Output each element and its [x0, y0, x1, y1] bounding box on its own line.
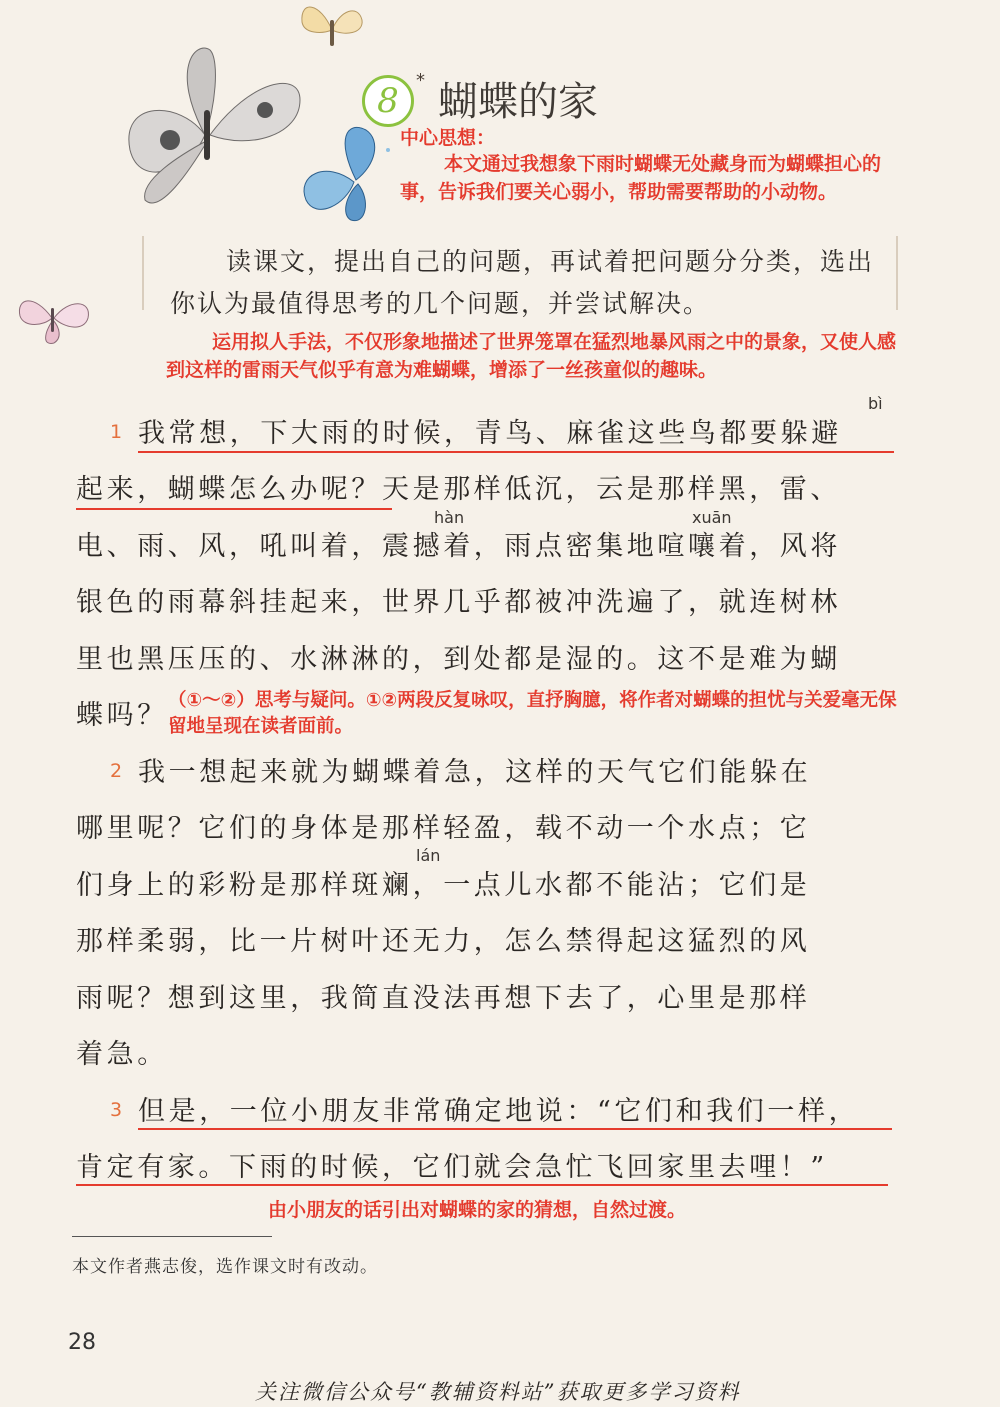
- center-idea-text: 本文通过我想象下雨时蝴蝶无处藏身而为蝴蝶担心的事，告诉我们要关心弱小，帮助需要帮助的小动物。: [400, 153, 882, 203]
- text-line: 哪里呢？它们的身体是那样轻盈，载不动一个水点；它: [76, 813, 811, 844]
- footnote-divider: [72, 1236, 272, 1237]
- pinyin-bi: bì: [868, 394, 883, 413]
- pinyin-xuan: xuān: [692, 508, 732, 527]
- annotation-personification: 运用拟人手法，不仅形象地描述了世界笼罩在猛烈地暴风雨之中的景象，又使人感到这样的雷雨天气似乎有意为难蝴蝶，增添了一丝孩童似的趣味。: [166, 331, 897, 381]
- text-line: 银色的雨幕斜挂起来，世界几乎都被冲洗遍了，就连树林: [76, 587, 841, 618]
- text-line: 蝶吗？: [76, 700, 168, 731]
- paragraph-number: 3: [110, 1099, 123, 1121]
- center-idea-label: 中心思想：: [400, 127, 496, 149]
- footnote: 本文作者燕志俊，选作课文时有改动。: [72, 1257, 378, 1277]
- butterfly-illustration-pink: [14, 288, 94, 348]
- optional-lesson-star: *: [416, 70, 425, 91]
- red-underline: [138, 451, 894, 453]
- watermark-text: 关注微信公众号“教辅资料站”获取更多学习资料: [255, 1380, 741, 1404]
- text-line: 但是，一位小朋友非常确定地说：“它们和我们一样，: [138, 1096, 860, 1127]
- pinyin-han: hàn: [434, 508, 465, 527]
- annotation-paragraph-3: 由小朋友的话引出对蝴蝶的家的猜想，自然过渡。: [268, 1199, 687, 1221]
- text-line: 着急。: [76, 1039, 168, 1070]
- butterfly-illustration-blue: [296, 120, 406, 230]
- pinyin-lan: lán: [416, 846, 441, 865]
- red-underline: [76, 1184, 888, 1186]
- page-number: 28: [68, 1330, 96, 1355]
- text-line: 们身上的彩粉是那样斑斓，一点儿水都不能沾；它们是: [76, 870, 811, 901]
- text-line: 雨呢？想到这里，我简直没法再想下去了，心里是那样: [76, 983, 811, 1014]
- butterfly-illustration-gray: [100, 40, 320, 220]
- text-line: 电、雨、风，吼叫着，震撼着，雨点密集地喧嚷着，风将: [76, 531, 841, 562]
- lesson-title: 蝴蝶的家: [438, 79, 598, 125]
- text-line: 我常想，下大雨的时候，青鸟、麻雀这些鸟都要躲避: [138, 418, 842, 449]
- text-line: 里也黑压压的、水淋淋的，到处都是湿的。这不是难为蝴: [76, 644, 841, 675]
- red-underline: [138, 1128, 892, 1130]
- paragraph-number: 1: [110, 421, 123, 443]
- text-line: 我一想起来就为蝴蝶着急，这样的天气它们能躲在: [138, 757, 812, 788]
- text-line: 起来，蝴蝶怎么办呢？天是那样低沉，云是那样黑，雷、: [76, 474, 841, 505]
- reading-task-text: 读课文，提出自己的问题，再试着把问题分分类，选出你认为最值得思考的几个问题，并尝试解决。: [170, 247, 875, 318]
- annotation-paragraphs-1-2: （①～②）思考与疑问。①②两段反复咏叹，直抒胸臆，将作者对蝴蝶的担忧与关爱毫无保留地呈现在读者面前。: [168, 690, 897, 737]
- text-line: 肯定有家。下雨的时候，它们就会急忙飞回家里去哩！”: [76, 1152, 828, 1183]
- paragraph-number: 2: [110, 760, 123, 782]
- red-underline: [76, 508, 392, 510]
- lesson-number-badge: 8: [362, 75, 414, 127]
- text-line: 那样柔弱，比一片树叶还无力，怎么禁得起这猛烈的风: [76, 926, 811, 957]
